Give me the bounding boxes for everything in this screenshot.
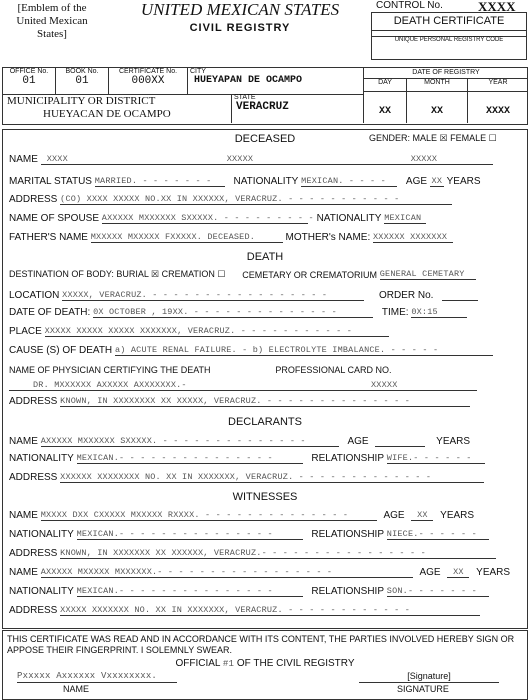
section-deceased-header: DECEASED — [234, 133, 296, 145]
spouse-nationality-label: NATIONALITY — [316, 213, 382, 224]
place-value: XXXXX XXXXX XXXXX XXXXXXX, VERACRUZ. - - - - - - - - - - - — [45, 326, 389, 337]
physician-address-label: ADDRESS — [9, 396, 58, 407]
date-label: DATE OF DEATH: — [9, 307, 91, 318]
declarant-nationality-value: MEXICAN.- - - - - - - - - - - - - - - — [77, 453, 303, 464]
father-label: FATHER'S NAME — [9, 232, 88, 243]
day-divider — [406, 92, 407, 123]
year-label: YEAR — [468, 79, 528, 92]
declarant-name-value: AXXXXX MXXXXXX SXXXXX. - - - - - - - - - - - - - - — [41, 436, 339, 447]
physician-field — [9, 378, 477, 391]
signature-caption: SIGNATURE — [397, 684, 449, 694]
physician-label: NAME OF PHYSICIAN CERTIFYING THE DEATH — [9, 365, 211, 375]
declarant-age-value — [375, 434, 425, 447]
cemetery-label: CEMETARY OR CREMATORIUM — [242, 270, 377, 280]
official-name-value: Pxxxxx Axxxxxx Vxxxxxxxx. — [17, 671, 177, 683]
certificate-cell — [109, 68, 188, 95]
years-label: YEARS — [446, 176, 481, 187]
registry-date-cell — [363, 68, 528, 123]
section-declarants-header: DECLARANTS — [228, 416, 302, 428]
witness2-name-label: NAME — [9, 567, 38, 578]
official-prefix: OFFICIAL — [175, 658, 223, 669]
witness2-nationality-value: MEXICAN.- - - - - - - - - - - - - - - — [77, 586, 303, 597]
declarant-relationship-label: RELATIONSHIP — [311, 453, 384, 464]
witness2-address-row — [9, 605, 521, 619]
cause-label: CAUSE (S) OF DEATH — [9, 345, 113, 356]
witness1-relationship-value: NIECE.- - - - - - — [387, 529, 489, 540]
parents-row — [9, 232, 521, 246]
city-cell — [188, 68, 363, 95]
attestation-statement: THIS CERTIFICATE WAS READ AND IN ACCORDANCE WITH ITS CONTENT, THE PARTIES INVOLVED HEREBY SIGN OR APPOSE THEIR FINGERPRINT. I SOLEMNLY SWEAR. — [7, 634, 515, 655]
cause-row — [9, 345, 521, 359]
deceased-name-row — [9, 154, 521, 168]
cause-value: a) ACUTE RENAL FAILURE. - b) ELECTROLYTE IMBALANCE. - - - - - — [115, 345, 493, 356]
municipality-label: MUNICIPALITY OR DISTRICT — [7, 95, 156, 107]
unique-code-label: UNIQUE PERSONAL REGISTRY CODE — [394, 37, 504, 43]
city-value: HUEYAPAN DE OCAMPO — [194, 75, 303, 86]
witness2-address-label: ADDRESS — [9, 605, 58, 616]
marital-label: MARITAL STATUS — [9, 176, 92, 187]
witness1-address-value: KNOWN, IN XXXXXXX XX XXXXXX, VERACRUZ.- - - - - - - - - - - - - - - - — [60, 548, 496, 559]
page-title: UNITED MEXICAN STATES — [140, 0, 340, 19]
mother-label: MOTHER's NAME: — [285, 232, 371, 243]
day-label: DAY — [364, 79, 407, 92]
witness2-relationship-value: SON.- - - - - - - — [387, 586, 489, 597]
book-value: 01 — [75, 75, 89, 87]
witness1-name-label: NAME — [9, 510, 38, 521]
time-value: 0X:15 — [411, 307, 467, 318]
nationality-label: NATIONALITY — [233, 176, 299, 187]
physician-value: DR. MXXXXXX AXXXXX AXXXXXXX.- — [33, 380, 187, 390]
witness2-years-label: YEARS — [476, 567, 511, 578]
footer-box — [2, 630, 528, 700]
book-label: BOOK No. — [65, 68, 99, 75]
signature-value: [Signature] — [359, 671, 499, 683]
marital-value: MARRIED. - - - - - - - — [95, 176, 225, 187]
physician-address-value: KNOWN, IN XXXXXXXX XX XXXXX, VERACRUZ. - - - - - - - - - - - - - - — [60, 396, 470, 407]
month-value: XX — [430, 106, 443, 117]
spouse-nationality-value: MEXICAN — [384, 213, 426, 224]
official-number: #1 — [222, 659, 235, 669]
physician-label-row — [9, 364, 521, 378]
witness2-nationality-row — [9, 586, 521, 600]
spouse-row — [9, 213, 521, 227]
place-row — [9, 326, 521, 340]
year-value: XXXX — [485, 106, 510, 117]
marital-row — [9, 176, 521, 190]
father-value: MXXXXX MXXXXX FXXXXX. DECEASED. — [91, 232, 283, 243]
destination-field: DESTINATION OF BODY: BURIAL ☒ CREMATION ☐ — [9, 269, 226, 279]
city-label: CITY — [190, 68, 206, 75]
physician-address-row — [9, 396, 521, 410]
destination-row — [9, 269, 521, 283]
name-part-1: XXXX — [46, 154, 68, 164]
emblem-placeholder: [Emblem of the United Mexican States] — [16, 2, 88, 40]
date-row — [9, 307, 521, 321]
official-line — [3, 658, 527, 669]
main-form — [2, 129, 528, 629]
date-value: 0X OCTOBER , 19XX. - - - - - - - - - - - - - - — [93, 307, 373, 318]
witness1-nationality-value: MEXICAN.- - - - - - - - - - - - - - - — [77, 529, 303, 540]
municipality-value: HUEYACAN DE OCAMPO — [43, 108, 171, 120]
declarant-relationship-value: WIFE.- - - - - - — [387, 453, 485, 464]
name-caption: NAME — [63, 684, 90, 694]
name-label: NAME — [9, 154, 38, 165]
witness2-age-value: XX — [447, 567, 469, 578]
registry-grid — [2, 67, 528, 125]
control-value: XXXX — [478, 0, 516, 14]
witness1-name-row — [9, 510, 521, 524]
mother-value: XXXXXX XXXXXXX — [373, 232, 453, 243]
book-cell — [56, 68, 109, 95]
certificate-title-box — [371, 12, 527, 60]
declarant-address-row — [9, 472, 521, 486]
witness2-name-value: AXXXXX MXXXXX MXXXXXX.- - - - - - - - - - - - - - - - - — [41, 567, 413, 578]
day-value: XX — [378, 106, 391, 117]
declarant-address-label: ADDRESS — [9, 472, 58, 483]
witness1-address-label: ADDRESS — [9, 548, 58, 559]
witness2-age-label: AGE — [419, 567, 441, 578]
month-divider — [467, 92, 468, 123]
declarant-age-label: AGE — [347, 436, 369, 447]
deceased-address-row — [9, 194, 521, 208]
control-label: CONTROL No. — [376, 0, 443, 11]
witness1-nationality-row — [9, 529, 521, 543]
month-label: MONTH — [407, 79, 468, 92]
witness1-age-label: AGE — [383, 510, 405, 521]
state-label: STATE — [234, 94, 256, 101]
age-value: XX — [431, 176, 443, 186]
section-witnesses-header: WITNESSES — [232, 491, 298, 503]
spouse-label: NAME OF SPOUSE — [9, 213, 100, 224]
order-value — [442, 288, 478, 301]
cemetery-value: GENERAL CEMETARY — [380, 269, 476, 280]
time-label: TIME: — [381, 307, 409, 318]
location-label: LOCATION — [9, 290, 60, 301]
witness1-age-value: XX — [411, 510, 433, 521]
declarant-nationality-row — [9, 453, 521, 467]
card-value: XXXXX — [371, 380, 398, 390]
page-subtitle: CIVIL REGISTRY — [189, 22, 291, 34]
witness1-name-value: MXXXX DXX CXXXXX MXXXXX RXXXX. - - - - - - - - - - - - - - — [41, 510, 377, 521]
declarant-address-value: XXXXXX XXXXXXXX NO. XX IN XXXXXXX, VERACRUZ. - - - - - - - - - - - - - — [60, 472, 484, 483]
name-field — [41, 154, 493, 165]
declarant-name-label: NAME — [9, 436, 38, 447]
address-label: ADDRESS — [9, 194, 58, 205]
address-value: (CO) XXXX XXXXX NO.XX IN XXXXXX, VERACRUZ. - - - - - - - - - - - — [60, 194, 452, 205]
witness2-relationship-label: RELATIONSHIP — [311, 586, 384, 597]
official-suffix: OF THE CIVIL REGISTRY — [234, 658, 355, 669]
nationality-value: MEXICAN. - - - - — [301, 176, 397, 187]
card-label: PROFESSIONAL CARD NO. — [275, 365, 392, 375]
section-death-header: DEATH — [246, 251, 284, 263]
declarant-years-label: YEARS — [436, 436, 471, 447]
location-value: XXXXX, VERACRUZ. - - - - - - - - - - - - - - - - - — [62, 290, 364, 301]
office-cell — [3, 68, 56, 95]
witness2-name-row — [9, 567, 521, 581]
declarant-name-row — [9, 434, 521, 448]
witness1-address-row — [9, 548, 521, 562]
certificate-label: CERTIFICATE No. — [118, 68, 178, 75]
registry-date-label: DATE OF REGISTRY — [364, 68, 528, 79]
spouse-value: AXXXXX MXXXXXX SXXXXX. - - - - - - - - - — [101, 213, 314, 223]
state-cell — [231, 94, 364, 123]
office-label: OFFICE No. — [9, 68, 49, 75]
name-part-2: XXXXX — [226, 154, 254, 164]
witness2-nationality-label: NATIONALITY — [9, 586, 74, 597]
age-label: AGE — [405, 176, 428, 187]
title-divider — [372, 30, 526, 37]
location-row — [9, 288, 521, 302]
witness1-years-label: YEARS — [440, 510, 475, 521]
certificate-title: DEATH CERTIFICATE — [372, 13, 526, 31]
place-label: PLACE — [9, 326, 42, 337]
certificate-value: 000XX — [131, 75, 165, 87]
gender-field: GENDER: MALE ☒ FEMALE ☐ — [369, 133, 497, 143]
declarant-nationality-label: NATIONALITY — [9, 453, 74, 464]
name-part-3: XXXXX — [410, 154, 438, 164]
order-label: ORDER No. — [378, 290, 434, 301]
witness1-relationship-label: RELATIONSHIP — [311, 529, 384, 540]
office-value: 01 — [22, 75, 36, 87]
witness1-nationality-label: NATIONALITY — [9, 529, 74, 540]
witness2-address-value: XXXXX XXXXXXX NO. XX IN XXXXXXX, VERACRUZ. - - - - - - - - - - - - — [60, 605, 480, 616]
state-value: VERACRUZ — [236, 101, 289, 113]
